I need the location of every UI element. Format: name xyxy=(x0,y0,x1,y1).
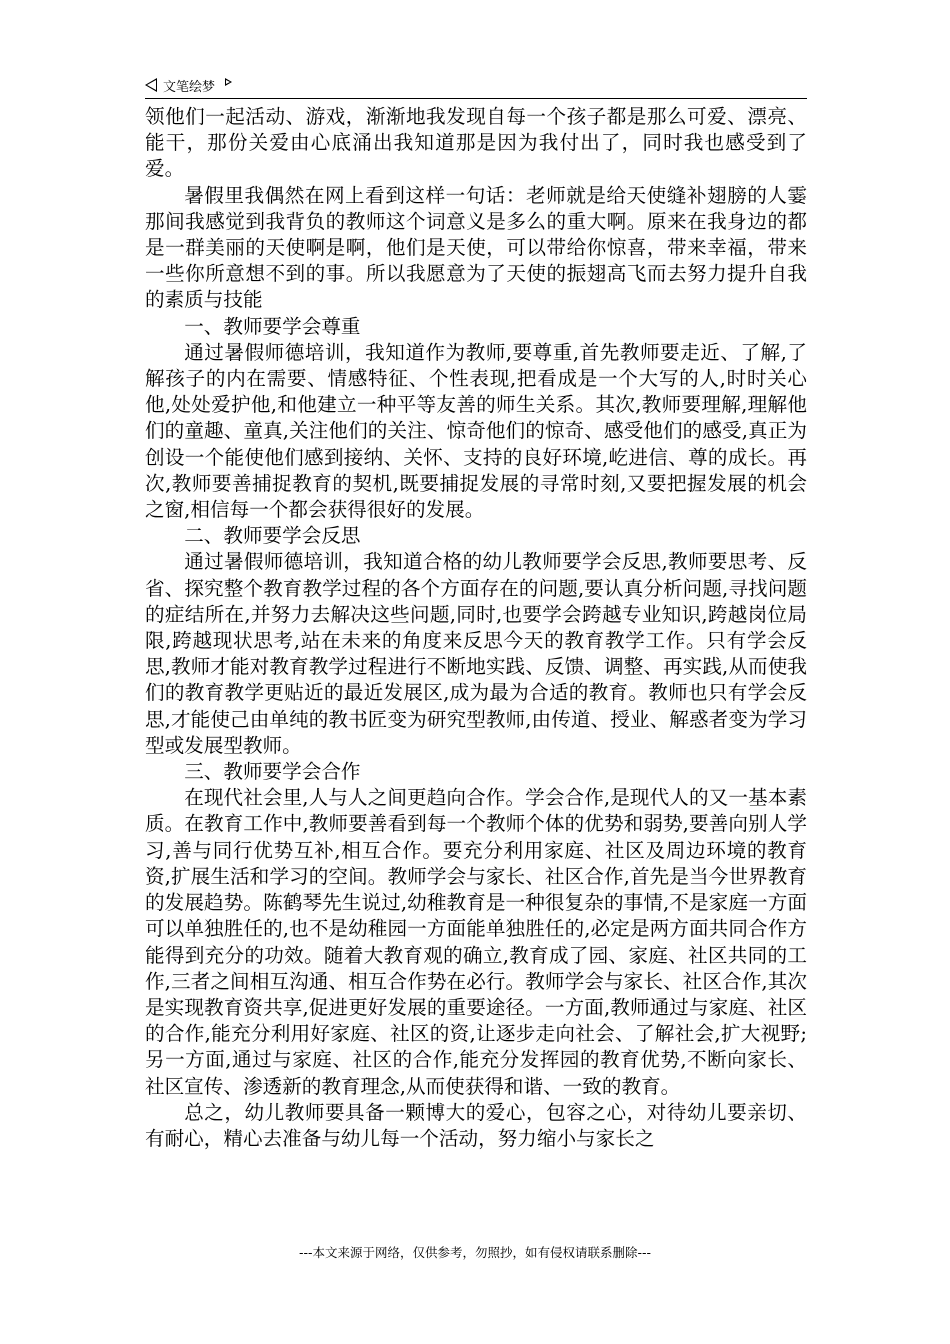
document-body xyxy=(145,104,807,1152)
section-heading-respect: 一、教师要学会尊重 xyxy=(184,314,361,338)
paragraph-reflection: 通过暑假师德培训，我知道合格的幼儿教师要学会反思,教师要思考、反省、探究整个教育教学过程的各个方面存在的问题,要认真分析问题,寻找问题的症结所在,并努力去解决这些问题,同时,也要学会跨越专业知识,跨越岗位局限,跨越现状思考,站在未来的角度来反思今天的教育教学工作。只有学会反思,教师才能对教育教学过程进行不断地实践、反馈、调整、再实践,从而使我们的教育教学更贴近的最近发展区,成为最为合适的教育。教师也只有学会反思,才能使己由单纯的教书匠变为研究型教师,由传道、授业、解惑者变为学习型或发展型教师。 xyxy=(145,550,807,757)
section-heading-reflection: 二、教师要学会反思 xyxy=(184,524,361,548)
paragraph-cooperation: 在现代社会里,人与人之间更趋向合作。学会合作,是现代人的又一基本素质。在教育工作中,教师要善看到每一个教师个体的优势和弱势,要善向别人学习,善与同行优势互补,相互合作。要充分利用家庭、社区及周边环境的教育资,扩展生活和学习的空间。教师学会与家长、社区合作,首先是当今世界教育的发展趋势。陈鹤琴先生说过,幼稚教育是一种很复杂的事情,不是家庭一方面可以单独胜任的,也不是幼稚园一方面能单独胜任的,必定是两方面共同合作方能得到充分的功效。随着大教育观的确立,教育成了园、家庭、社区共同的工作,三者之间相互沟通、相互合作势在必行。教师学会与家长、社区合作,其次是实现教育资共享,促进更好发展的重要途径。一方面,教师通过与家庭、社区的合作,能充分利用好家庭、社区的资,让逐步走向社会、了解社会,扩大视野;另一方面,通过与家庭、社区的合作,能充分发挥园的教育优势,不断向家长、社区宣传、渗透新的教育理念,从而使获得和谐、一致的教育。 xyxy=(145,786,807,1098)
paragraph-respect: 通过暑假师德培训，我知道作为教师,要尊重,首先教师要走近、了解,了解孩子的内在需要、情感特征、个性表现,把看成是一个大写的人,时时关心他,处处爱护他,和他建立一种平等友善的师生关系。其次,教师要理解,理解他们的童趣、童真,关注他们的关注、惊奇他们的惊奇、感受他们的感受,真正为创设一个能使他们感到接纳、关怀、支持的良好环境,屹进信、尊的成长。再次,教师要善捕捉教育的契机,既要捕捉发展的寻常时刻,又要把握发展的机会之窗,相信每一个都会获得很好的发展。 xyxy=(145,340,807,522)
section-heading-cooperation: 三、教师要学会合作 xyxy=(184,760,361,784)
paragraph-continuation: 领他们一起活动、游戏，渐渐地我发现自每一个孩子都是那么可爱、漂亮、能干，那份关爱由心底涌出我知道那是因为我付出了，同时我也感受到了爱。 xyxy=(145,105,807,181)
header-divider xyxy=(145,98,807,99)
paragraph-conclusion: 总之，幼儿教师要具备一颗博大的爱心，包容之心，对待幼儿要亲切、有耐心，精心去准备与幼儿每一个活动，努力缩小与家长之 xyxy=(145,1100,807,1150)
page-header xyxy=(145,74,807,96)
triangle-left-icon xyxy=(145,78,157,92)
triangle-right-icon xyxy=(225,78,232,86)
paragraph-quote: 暑假里我偶然在网上看到这样一句话：老师就是给天使缝补翅膀的人霎那间我感觉到我背负的教师这个词意义是多么的重大啊。原来在我身边的都是一群美丽的天使啊是啊，他们是天使，可以带给你惊喜，带来幸福，带来一些你所意想不到的事。所以我愿意为了天使的振翅高飞而去努力提升自我的素质与技能 xyxy=(145,183,807,312)
page-footer: ---本文来源于网络，仅供参考，勿照抄，如有侵权请联系删除--- xyxy=(298,1245,652,1260)
header-title: 文笔绘梦 xyxy=(163,79,216,95)
